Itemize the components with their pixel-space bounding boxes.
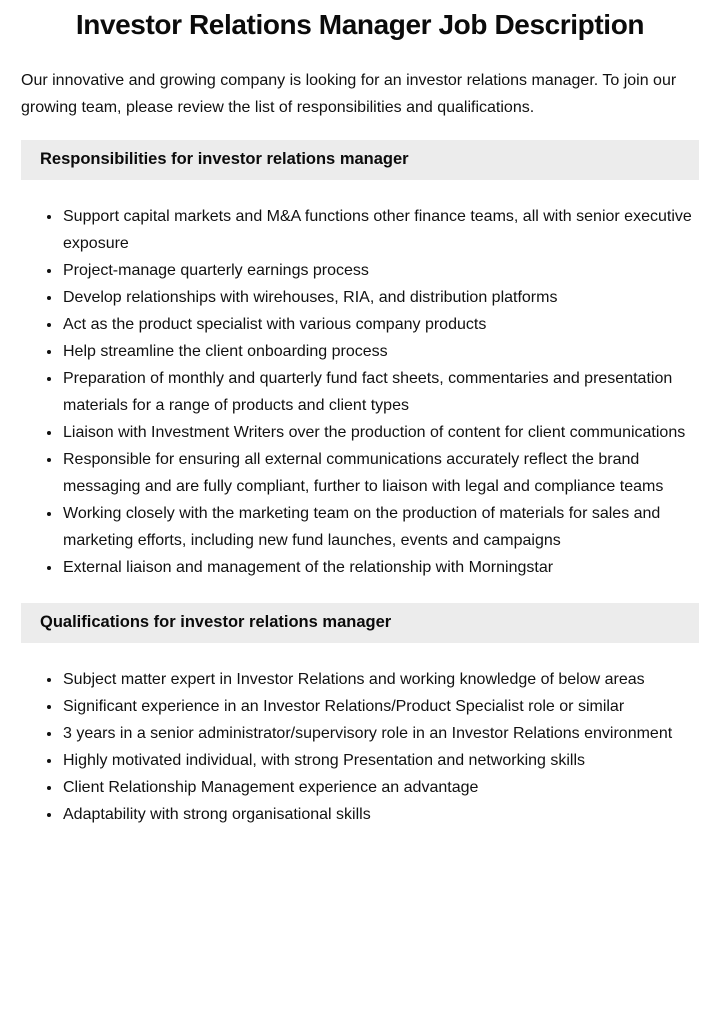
list-item: • Develop relationships with wirehouses, RIA, and distribution platforms (62, 284, 699, 311)
responsibilities-section-bar (21, 140, 699, 180)
list-item: • Help streamline the client onboarding process (62, 338, 699, 365)
qualifications-list (21, 666, 699, 828)
list-item: • Responsible for ensuring all external communications accurately reflect the brand messaging and are fully compliant, further to liaison with legal and compliance teams (62, 446, 699, 500)
list-item: • Client Relationship Management experience an advantage (62, 774, 699, 801)
list-item: • Preparation of monthly and quarterly fund fact sheets, commentaries and presentation materials for a range of products and client types (62, 365, 699, 419)
list-item: • Project-manage quarterly earnings process (62, 257, 699, 284)
list-item: • Highly motivated individual, with strong Presentation and networking skills (62, 747, 699, 774)
list-item: • Subject matter expert in Investor Relations and working knowledge of below areas (62, 666, 699, 693)
intro-paragraph: Our innovative and growing company is looking for an investor relations manager. To join our growing team, please review the list of responsibilities and qualifications. (21, 72, 677, 116)
responsibilities-heading: Responsibilities for investor relations manager (40, 150, 409, 168)
list-item: • External liaison and management of the relationship with Morningstar (62, 554, 699, 581)
qualifications-section-bar (21, 603, 699, 643)
list-item: • 3 years in a senior administrator/supervisory role in an Investor Relations environment (62, 720, 699, 747)
list-item: • Significant experience in an Investor Relations/Product Specialist role or similar (62, 693, 699, 720)
responsibilities-list (21, 203, 699, 581)
list-item: • Adaptability with strong organisational skills (62, 801, 699, 828)
qualifications-heading: Qualifications for investor relations manager (40, 613, 392, 631)
list-item: • Support capital markets and M&A functions other finance teams, all with senior executive exposure (62, 203, 699, 257)
list-item: • Liaison with Investment Writers over the production of content for client communications (62, 419, 699, 446)
page-title: Investor Relations Manager Job Description (75, 9, 645, 40)
list-item: • Act as the product specialist with various company products (62, 311, 699, 338)
list-item: • Working closely with the marketing team on the production of materials for sales and marketing efforts, including new fund launches, events and campaigns (62, 500, 699, 554)
